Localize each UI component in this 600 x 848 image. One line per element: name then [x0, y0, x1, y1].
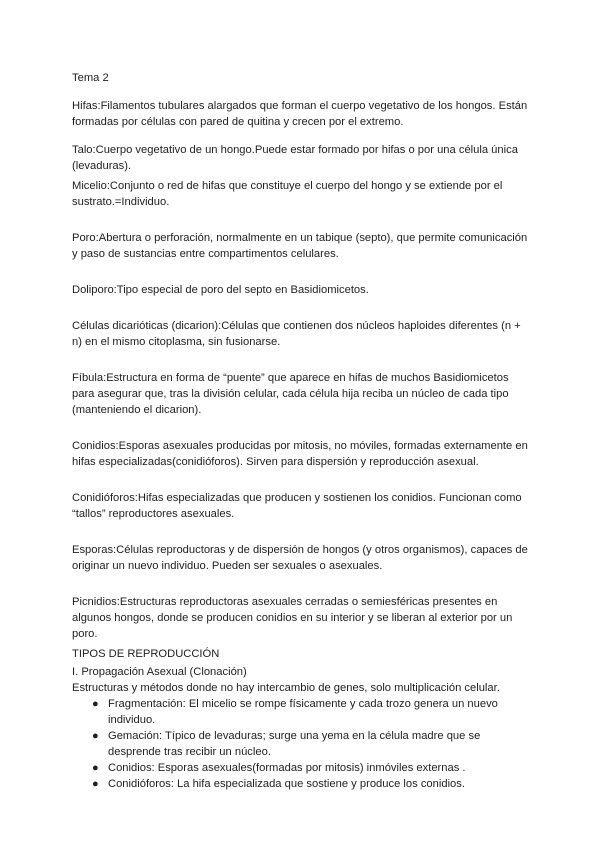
definition-conidios: Conidios:Esporas asexuales producidas por mitosis, no móviles, formadas externamente en hifas especializadas(conidióforos). Sirven para dispersión y reproducción asexual.: [72, 440, 528, 468]
section-subheading: I. Propagación Asexual (Clonación): [72, 666, 247, 678]
bullet-icon: ●: [92, 730, 99, 742]
list-item: [92, 760, 532, 776]
definition-esporas: Esporas:Células reproductoras y de dispersión de hongos (y otros organismos), capaces de originar un nuevo individuo. Pueden ser sexuales o asexuales.: [72, 544, 528, 572]
list-item-text: Gemación: Típico de levaduras; surge una yema en la célula madre que se desprende tras recibir un núcleo.: [108, 730, 481, 758]
document-page: [72, 70, 532, 792]
definition-talo: Talo:Cuerpo vegetativo de un hongo.Puede estar formado por hifas o por una célula única (levaduras).: [72, 144, 518, 172]
bullet-icon: ●: [92, 778, 99, 790]
definition-poro: Poro:Abertura o perforación, normalmente en un tabique (septo), que permite comunicación y paso de sustancias entre compartimentos celulares.: [72, 232, 528, 260]
bullet-icon: ●: [92, 698, 99, 710]
list-item-text: Fragmentación: El micelio se rompe físicamente y cada trozo genera un nuevo individuo.: [108, 698, 498, 726]
definition-doliporo: Doliporo:Tipo especial de poro del septo en Basidiomicetos.: [72, 284, 369, 296]
list-item: [92, 776, 532, 792]
definition-celulas-dicarioticas: Células dicarióticas (dicarion):Células que contienen dos núcleos haploides diferentes (n + n) en el mismo citoplasma, sin fusionarse.: [72, 320, 521, 348]
definition-fibula: Fíbula:Estructura en forma de “puente” que aparece en hifas de muchos Basidiomicetos para asegurar que, tras la división celular, cada célula hija reciba un núcleo de cada tipo (manteniendo el dicarion).: [72, 372, 509, 416]
definition-picnidios: Picnidios:Estructuras reproductoras asexuales cerradas o semiesféricas presentes en algunos hongos, donde se producen conidios en su interior y se liberan al exterior por un poro.: [72, 596, 513, 640]
definition-hifas: Hifas:Filamentos tubulares alargados que forman el cuerpo vegetativo de los hongos. Están formadas por células con pared de quitina y crecen por el extremo.: [72, 100, 528, 128]
list-item-text: Conidios: Esporas asexuales(formadas por mitosis) inmóviles externas .: [108, 762, 466, 774]
section-intro: Estructuras y métodos donde no hay intercambio de genes, solo multiplicación celular.: [72, 682, 500, 694]
reproduction-bullet-list: [72, 696, 532, 792]
section-heading: TIPOS DE REPRODUCCIÓN: [72, 648, 220, 660]
list-item: [92, 696, 532, 728]
list-item: [92, 728, 532, 760]
definition-micelio: Micelio:Conjunto o red de hifas que constituye el cuerpo del hongo y se extiende por el sustrato.=Individuo.: [72, 180, 503, 208]
bullet-icon: ●: [92, 762, 99, 774]
definition-conidioforos: Conidióforos:Hifas especializadas que producen y sostienen los conidios. Funcionan como “tallos” reproductores asexuales.: [72, 492, 522, 520]
document-title: Tema 2: [72, 72, 109, 84]
list-item-text: Conidióforos: La hifa especializada que sostiene y produce los conidios.: [108, 778, 465, 790]
